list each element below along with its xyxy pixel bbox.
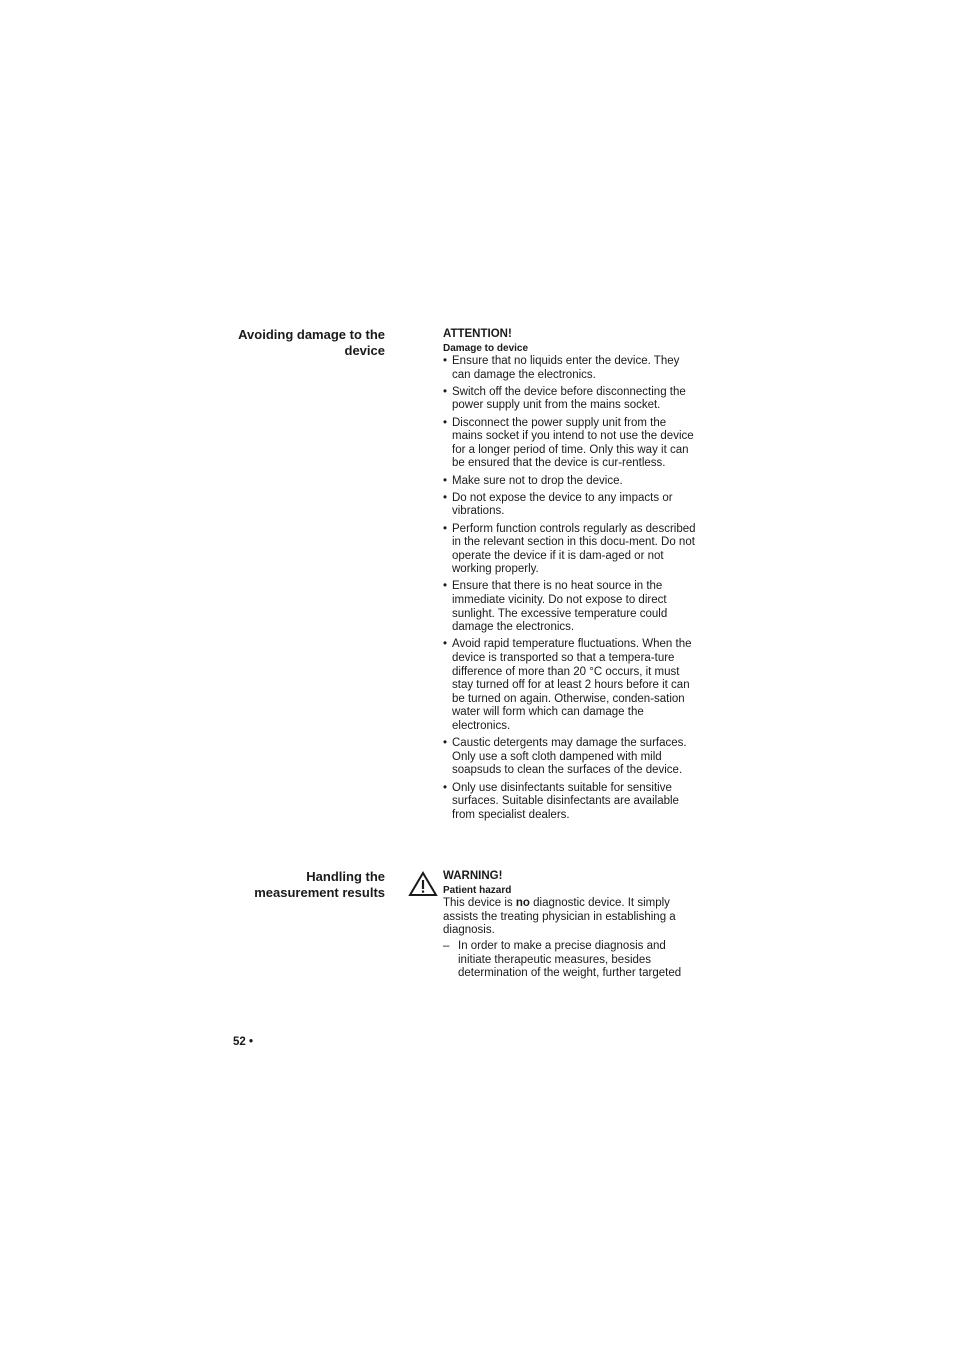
heading-line-1: Handling the: [306, 869, 385, 884]
attention-title: ATTENTION!: [443, 328, 512, 340]
disclaimer-text-start: This device is: [443, 897, 516, 909]
heading-line-2: device: [344, 343, 385, 358]
list-item: • Caustic detergents may damage the surfaces. Only use a soft cloth dampened with mild soapsuds to clean the surfaces of the device.: [443, 737, 699, 778]
heading-line-2: measurement results: [254, 885, 385, 900]
warning-subtitle: Patient hazard: [443, 885, 512, 896]
list-item: • Ensure that there is no heat source in the immediate vicinity. Do not expose to direct sunlight. The excessive temperature could damage the electronics.: [443, 580, 699, 634]
list-item: • Perform function controls regularly as described in the relevant section in this docu-ment. Do not operate the device if it is dam-aged or not working properly.: [443, 523, 699, 577]
list-item: • Disconnect the power supply unit from the mains socket if you intend to not use the device for a longer period of time. Only this way it can be ensured that the device is cur-rentless.: [443, 417, 699, 471]
list-item: • Switch off the device before disconnecting the power supply unit from the mains socket.: [443, 386, 699, 413]
list-item: • Ensure that no liquids enter the device. They can damage the electronics.: [443, 355, 699, 382]
section-heading-handling-results: [254, 869, 385, 901]
list-item: • Make sure not to drop the device.: [443, 475, 699, 489]
disclaimer-text-end: diagnostic device. It simply assists the treating physician in establishing a diagnosis.: [443, 897, 676, 937]
attention-subtitle: Damage to device: [443, 343, 529, 354]
disclaimer-emphasis: no: [515, 897, 530, 909]
heading-line-1: Avoiding damage to the: [238, 327, 385, 342]
list-item: • Avoid rapid temperature fluctuations. When the device is transported so that a tempera-ture difference of more than 20 °C occurs, it must stay turned off for at least 2 hours before it can be turned on again. Otherwise, conden-sation water will form which can damage the electronics.: [443, 638, 699, 733]
page-number: 52 •: [233, 1036, 254, 1048]
list-item: • Do not expose the device to any impacts or vibrations.: [443, 492, 699, 519]
list-item: • Only use disinfectants suitable for sensitive surfaces. Suitable disinfectants are available from specialist dealers.: [443, 782, 699, 823]
warning-title: WARNING!: [443, 870, 503, 882]
diagnosis-steps-list: [443, 940, 699, 981]
diagnostic-disclaimer: [443, 897, 693, 938]
damage-precautions-list: [443, 355, 699, 826]
section-heading-avoiding-damage: [238, 327, 385, 359]
warning-triangle-icon: [408, 871, 438, 897]
list-item: – In order to make a precise diagnosis and initiate therapeutic measures, besides determination of the weight, further targeted: [443, 940, 699, 981]
